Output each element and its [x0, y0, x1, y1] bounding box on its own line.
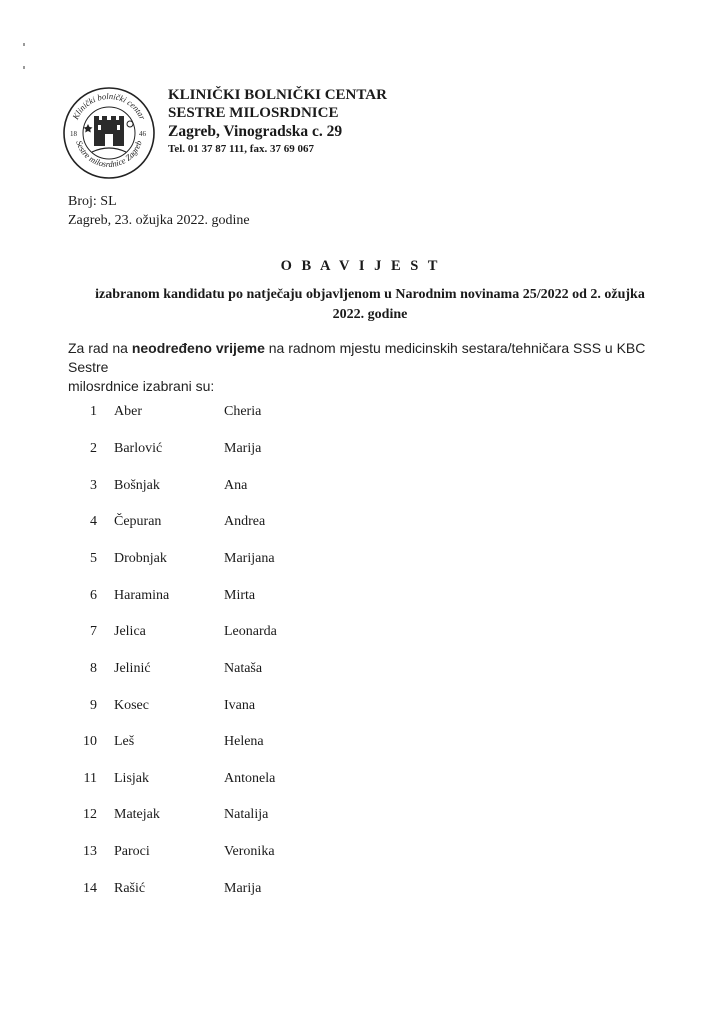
document-subtitle — [70, 285, 670, 325]
candidate-row — [0, 698, 721, 718]
document-meta — [68, 192, 250, 230]
candidate-surname: Aber — [114, 404, 142, 419]
candidate-first-name: Helena — [224, 734, 264, 749]
institution-name-line1: KLINIČKI BOLNIČKI CENTAR — [168, 87, 387, 103]
institution-phone-fax: Tel. 01 37 87 111, fax. 37 69 067 — [168, 143, 314, 155]
candidate-surname: Leš — [114, 734, 135, 749]
candidate-row — [0, 551, 721, 571]
candidate-first-name: Natalija — [224, 807, 269, 822]
candidate-first-name: Antonela — [224, 771, 276, 786]
candidate-number: 10 — [83, 734, 97, 749]
candidate-number: 3 — [90, 478, 97, 493]
intro-prefix: Za rad na — [68, 340, 128, 356]
scan-speck — [23, 66, 25, 69]
candidate-first-name: Veronika — [224, 844, 275, 859]
candidate-row — [0, 881, 721, 901]
intro-bold-term: neodređeno vrijeme — [131, 340, 265, 356]
reference-number: Broj: SL — [68, 194, 117, 209]
candidate-first-name: Andrea — [224, 514, 266, 529]
candidate-surname: Drobnjak — [114, 551, 167, 566]
candidate-number: 13 — [83, 844, 97, 859]
candidate-surname: Čepuran — [114, 514, 162, 529]
candidate-row — [0, 404, 721, 424]
candidate-first-name: Marijana — [224, 551, 275, 566]
scan-speck — [23, 43, 25, 46]
svg-text:Sestre milosrdnice Zagreb: Sestre milosrdnice Zagreb — [74, 139, 144, 170]
candidate-row — [0, 624, 721, 644]
candidate-number: 4 — [90, 514, 97, 529]
candidate-first-name: Mirta — [224, 588, 256, 603]
subtitle-line2: 2022. godine — [332, 307, 408, 322]
intro-paragraph — [68, 339, 668, 396]
candidate-surname: Haramina — [114, 588, 170, 603]
candidate-row — [0, 661, 721, 681]
institution-name-line2: SESTRE MILOSRDNICE — [168, 105, 339, 121]
intro-line2: milosrdnice izabrani su: — [68, 378, 215, 394]
institution-address: Zagreb, Vinogradska c. 29 — [168, 123, 343, 140]
document-date: Zagreb, 23. ožujka 2022. godine — [68, 213, 250, 228]
candidate-first-name: Leonarda — [224, 624, 277, 639]
candidate-number: 8 — [90, 661, 97, 676]
candidate-row — [0, 771, 721, 791]
candidate-number: 6 — [90, 588, 97, 603]
candidate-row — [0, 441, 721, 461]
candidate-number: 7 — [90, 624, 97, 639]
candidate-number: 12 — [83, 807, 97, 822]
candidate-surname: Lisjak — [114, 771, 149, 786]
candidate-surname: Kosec — [114, 698, 149, 713]
candidate-number: 2 — [90, 441, 97, 456]
candidate-surname: Barlović — [114, 441, 163, 456]
candidate-number: 5 — [90, 551, 97, 566]
intro-suffix: na radnom mjestu medicinskih sestara/tehničara SSS u KBC Sestre — [68, 340, 646, 375]
document-title: O B A V I J E S T — [280, 258, 441, 274]
candidate-first-name: Ana — [224, 478, 248, 493]
candidate-surname: Jelinić — [114, 661, 151, 676]
svg-text:46: 46 — [139, 130, 146, 138]
candidate-first-name: Nataša — [224, 661, 263, 676]
candidate-surname: Jelica — [114, 624, 146, 639]
candidate-surname: Rašić — [114, 881, 146, 896]
candidate-number: 14 — [83, 881, 97, 896]
candidate-number: 1 — [90, 404, 97, 419]
candidate-first-name: Marija — [224, 441, 262, 456]
candidate-first-name: Marija — [224, 881, 262, 896]
candidate-surname: Paroci — [114, 844, 150, 859]
subtitle-line1: izabranom kandidatu po natječaju objavljenom u Narodnim novinama 25/2022 od 2. ožujka — [95, 287, 645, 302]
hospital-seal-logo — [62, 86, 156, 180]
svg-text:Klinički bolnički centar: Klinički bolnički centar — [70, 90, 148, 122]
candidate-number: 11 — [83, 771, 97, 786]
candidate-row — [0, 734, 721, 754]
candidate-first-name: Ivana — [224, 698, 256, 713]
candidate-row — [0, 478, 721, 498]
institution-header — [168, 86, 387, 157]
svg-text:18: 18 — [70, 130, 77, 138]
candidate-row — [0, 807, 721, 827]
candidate-number: 9 — [90, 698, 97, 713]
candidate-surname: Bošnjak — [114, 478, 160, 493]
candidate-row — [0, 514, 721, 534]
candidate-surname: Matejak — [114, 807, 160, 822]
candidate-row — [0, 588, 721, 608]
candidate-row — [0, 844, 721, 864]
candidate-first-name: Cheria — [224, 404, 262, 419]
